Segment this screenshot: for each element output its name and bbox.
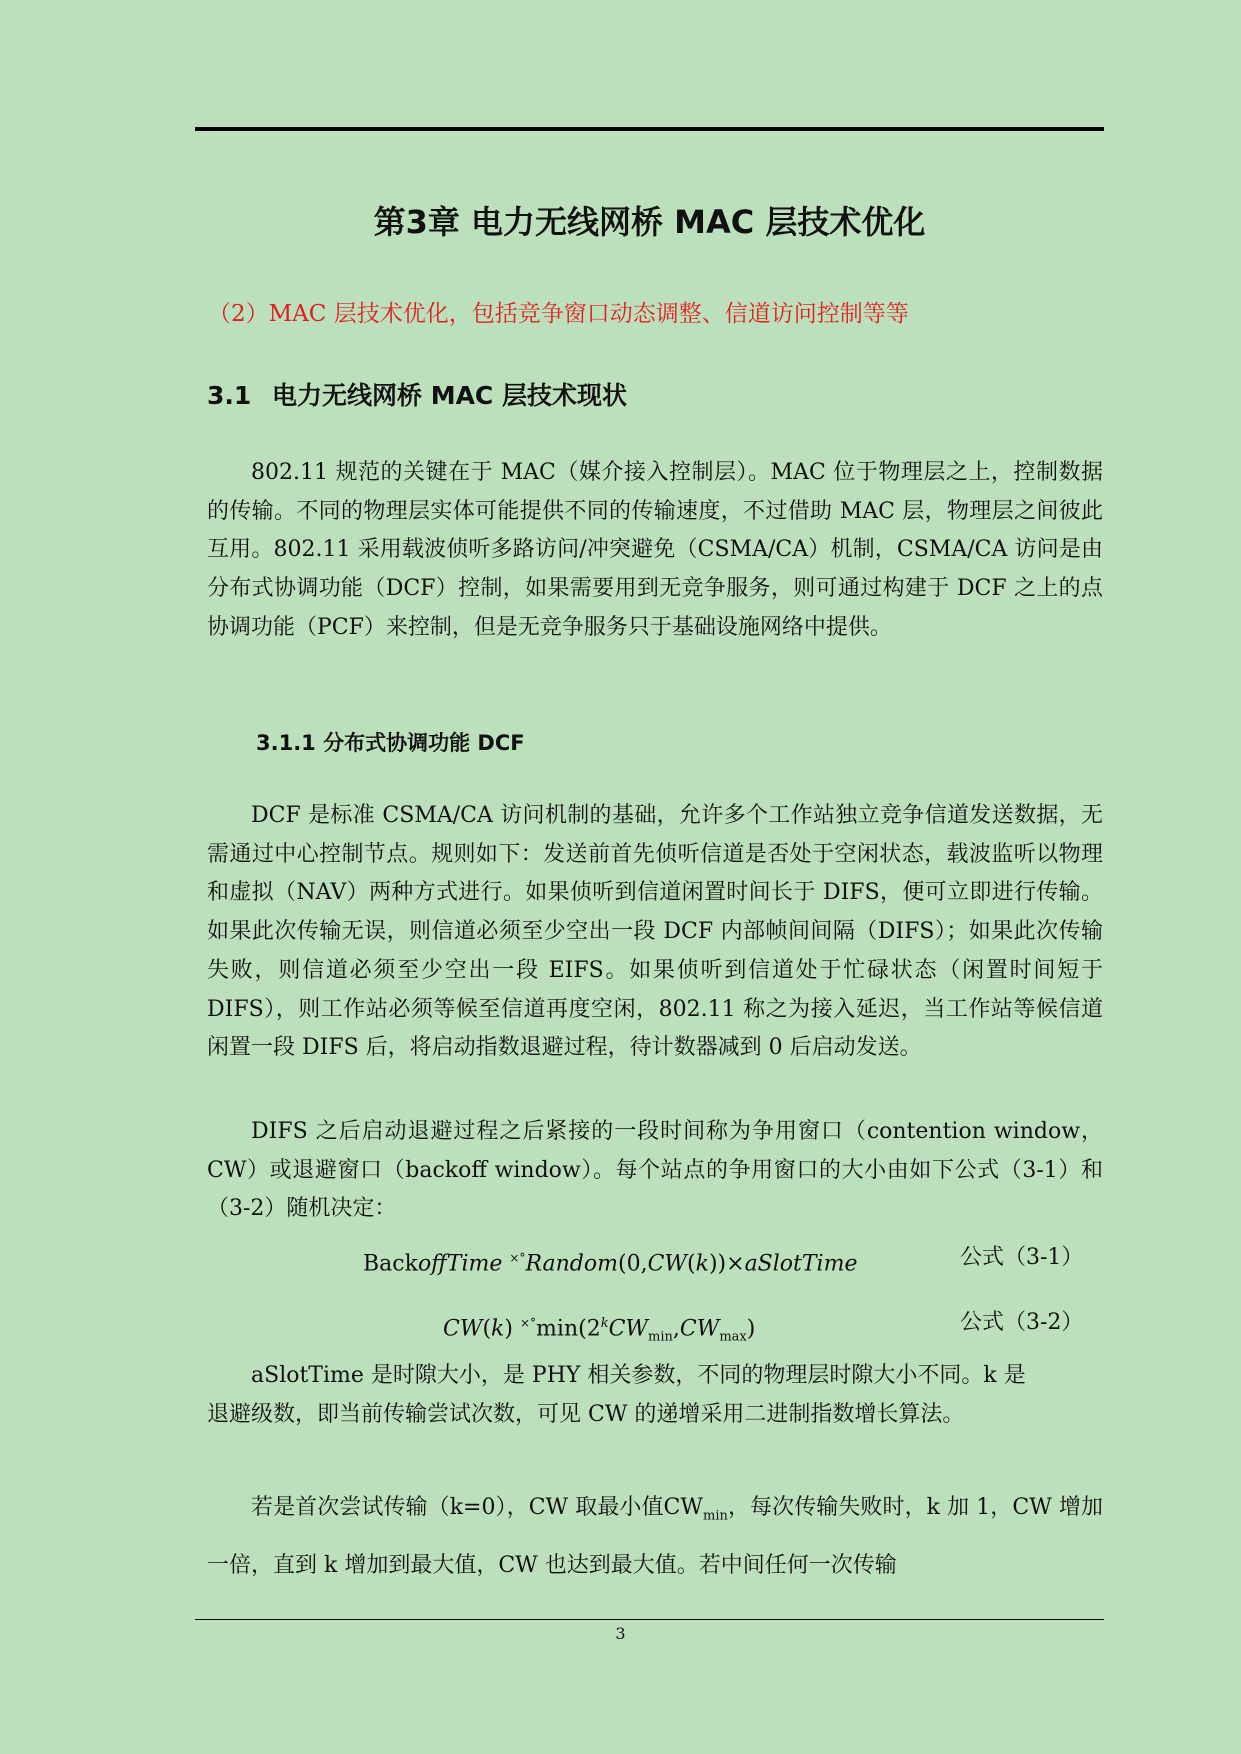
footer-rule [195,1619,1104,1620]
formula-mark: ×° [509,1251,526,1265]
paragraph-dcf-rules: DCF 是标准 CSMA/CA 访问机制的基础，允许多个工作站独立竞争信道发送数据，无需通过中心控制节点。规则如下：发送前首先侦听信道是否处于空闲状态，载波监听以物理和虚拟（NAV）两种方式进行。如果侦听到信道闲置时间长于 DIFS，便可立即进行传输。如果此次传输无误，则信道必须至少空出一段 DCF 内部帧间间隔（DIFS）；如果此次传输失败，则信道必须至少空出一段 EIFS。如果侦听到信道处于忙碌状态（闲置时间短于 DIFS），则工作站必须等候至信道再度空闲，802.11 称之为接入延迟，当工作站等候信道闲置一段 DIFS 后，将启动指数退避过程，待计数器减到 0 后启动发送。 [207,803,1103,1061]
formula-cw: CW(k) $^{\times^\circ}\min(2^kCW_{min},CW_{max})$ [443,1316,756,1345]
section-title-text: 电力无线网桥 MAC 层技术现状 [272,381,627,410]
formula-tag-3-1: 公式（3-1） [960,1245,1084,1270]
subsection-heading: 3.1.1 分布式协调功能 DCF [256,731,525,755]
paragraph-slot-time: aSlotTime 是时隙大小，是 PHY 相关参数，不同的物理层时隙大小不同。k 是 退避级数，即当前传输尝试次数，可见 CW 的递增采用二进制指数增长算法。 [207,1363,1026,1427]
chapter-title: 第3章 电力无线网桥 MAC 层技术优化 [373,203,926,241]
header-rule [195,127,1104,131]
section-number: 3.1 [207,381,252,410]
section-heading [207,376,627,416]
formula-mark: ×° [519,1316,537,1330]
page-number: 3 [615,1624,626,1643]
paragraph-contention-window: DIFS 之后启动退避过程之后紧接的一段时间称为争用窗口（contention window，CW）或退避窗口（backoff window）。每个站点的争用窗口的大小由如下公式（3-1）和（3-2）随机决定： [207,1119,1103,1222]
red-annotation: （2）MAC 层技术优化，包括竞争窗口动态调整、信道访问控制等等 [208,301,909,327]
formula-tag-3-2: 公式（3-2） [960,1310,1084,1335]
formula-backoff-time: BackoffTime ×°Random(0,CW(k))×aSlotTime [363,1251,858,1277]
paragraph-first-attempt: 若是首次尝试传输（k=0），CW 取最小值$CW_{min}$，每次传输失败时，k 加 1，CW 增加一倍，直到 k 增加到最大值，CW 也达到最大值。若中间任何一次传输 [207,1495,1103,1579]
paragraph-mac-overview: 802.11 规范的关键在于 MAC（媒介接入控制层）。MAC 位于物理层之上，控制数据的传输。不同的物理层实体可能提供不同的传输速度，不过借助 MAC 层，物理层之间彼此互用。802.11 采用载波侦听多路访问/冲突避免（CSMA/CA）机制，CSMA/CA 访问是由分布式协调功能（DCF）控制，如果需要用到无竞争服务，则可通过构建于 DCF 之上的点协调功能（PCF）来控制，但是无竞争服务只于基础设施网络中提供。 [207,460,1104,640]
